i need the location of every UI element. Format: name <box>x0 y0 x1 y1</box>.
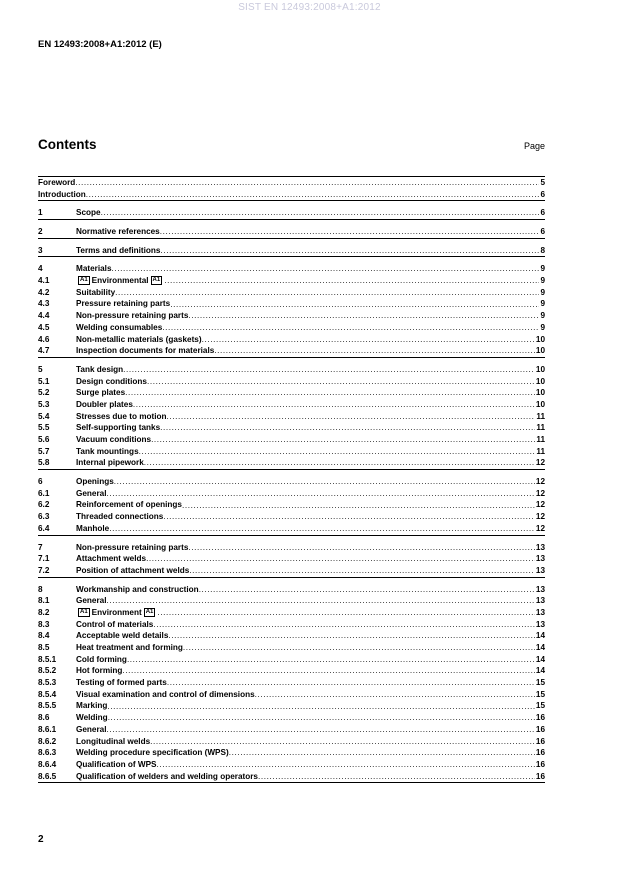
toc-entry[interactable] <box>38 665 545 677</box>
toc-entry-number: 8.5 <box>38 643 50 653</box>
toc-body <box>38 177 545 783</box>
toc-leader-dots <box>229 747 535 759</box>
toc-leader-dots <box>108 712 535 724</box>
toc-entry[interactable] <box>38 322 545 334</box>
toc-entry-number: 4 <box>38 264 43 274</box>
toc-entry-page: 16 <box>535 771 545 781</box>
toc-entry-number: 8.4 <box>38 631 50 641</box>
toc-entry-number: 5.1 <box>38 376 50 386</box>
toc-leader-dots <box>157 759 535 771</box>
toc-entry-number: 4.6 <box>38 334 50 344</box>
toc-entry-title: Introduction <box>38 189 86 199</box>
toc-entry-title: Scope <box>76 208 101 218</box>
toc-entry[interactable] <box>38 422 545 434</box>
toc-entry-title: Foreword <box>38 177 76 187</box>
toc-leader-dots <box>127 654 535 666</box>
toc-entry-page: 14 <box>535 643 545 653</box>
toc-entry-page: 6 <box>540 227 545 237</box>
toc-entry-number: 1 <box>38 208 43 218</box>
toc-entry-page: 13 <box>535 619 545 629</box>
toc-entry-page: 13 <box>535 584 545 594</box>
toc-entry[interactable] <box>38 411 545 423</box>
amendment-start-mark: A1 <box>80 609 88 616</box>
toc-leader-dots <box>153 619 535 631</box>
toc-entry[interactable] <box>38 630 545 642</box>
toc-entry[interactable] <box>38 387 545 399</box>
toc-entry-title: Design conditions <box>76 376 147 386</box>
toc-entry[interactable] <box>38 376 545 388</box>
toc-entry-number: 8.5.1 <box>38 654 57 664</box>
toc-entry-title: Inspection documents for materials <box>76 346 215 356</box>
toc-leader-dots <box>125 387 535 399</box>
toc-entry-number: 8.6.5 <box>38 771 57 781</box>
toc-entry-title: Acceptable weld details <box>76 631 169 641</box>
toc-entry-title: Visual examination and control of dimensions <box>76 689 255 699</box>
toc-leader-dots <box>107 595 535 607</box>
toc-entry-number: 5.4 <box>38 411 50 421</box>
toc-leader-dots <box>188 542 535 554</box>
document-id: EN 12493:2008+A1:2012 (E) <box>38 39 162 50</box>
toc-group <box>38 177 545 201</box>
toc-group <box>38 578 545 784</box>
toc-entry-page: 13 <box>535 596 545 606</box>
toc-entry-page: 10 <box>535 388 545 398</box>
toc-entry-title: Longitudinal welds <box>76 736 151 746</box>
toc-entry-page: 15 <box>535 701 545 711</box>
toc-leader-dots <box>182 500 535 512</box>
toc-group <box>38 358 545 470</box>
toc-entry-title-text: Environmental <box>91 276 149 286</box>
toc-entry-title: General <box>76 488 107 498</box>
toc-entry-title: Non-pressure retaining parts <box>76 542 189 552</box>
toc-entry[interactable] <box>38 226 545 238</box>
toc-entry-page: 11 <box>536 435 545 445</box>
toc-entry[interactable] <box>38 287 545 299</box>
toc-entry-title: Self-supporting tanks <box>76 423 161 433</box>
toc-leader-dots <box>86 189 540 201</box>
toc-entry-number: 4.1 <box>38 276 50 286</box>
toc-leader-dots <box>133 399 535 411</box>
toc-leader-dots <box>258 771 535 783</box>
toc-entry-title: Non-metallic materials (gaskets) <box>76 334 202 344</box>
toc-entry[interactable] <box>38 446 545 458</box>
toc-entry-number: 5.7 <box>38 446 50 456</box>
toc-leader-dots <box>170 299 539 311</box>
toc-leader-dots <box>163 511 535 523</box>
toc-entry-page: 14 <box>535 654 545 664</box>
toc-entry-page: 11 <box>536 411 545 421</box>
toc-entry[interactable] <box>38 553 545 565</box>
toc-entry-page: 6 <box>540 208 545 218</box>
toc-leader-dots <box>107 701 534 713</box>
toc-entry-title: Qualification of welders and welding operators <box>76 771 258 781</box>
toc-entry[interactable] <box>38 724 545 736</box>
toc-entry-title: Surge plates <box>76 388 126 398</box>
toc-entry[interactable] <box>38 642 545 654</box>
toc-group-rule <box>38 782 545 783</box>
toc-entry-title: Terms and definitions <box>76 245 161 255</box>
toc-entry[interactable] <box>38 500 545 512</box>
toc-entry-page: 16 <box>535 759 545 769</box>
toc-entry-title: Manhole <box>76 523 110 533</box>
toc-entry-page: 10 <box>535 334 545 344</box>
toc-leader-dots <box>109 523 535 535</box>
toc-entry-number: 8.6 <box>38 713 50 723</box>
toc-entry-title: Materials <box>76 264 112 274</box>
toc-entry-number: 6.3 <box>38 512 50 522</box>
toc-entry[interactable] <box>38 263 545 275</box>
amendment-end-mark: A1 <box>145 609 154 616</box>
toc-entry[interactable] <box>38 523 545 535</box>
toc-entry-number: 6.2 <box>38 500 50 510</box>
toc-leader-dots <box>107 724 535 736</box>
toc-leader-dots <box>167 411 536 423</box>
toc-entry-number: 8.5.5 <box>38 701 57 711</box>
toc-entry[interactable] <box>38 488 545 500</box>
toc-entry-title: Welding procedure specification (WPS) <box>76 748 229 758</box>
toc-group <box>38 536 545 578</box>
toc-entry-title-text: Environment <box>91 607 142 617</box>
toc-entry-page: 9 <box>540 311 545 321</box>
toc-leader-dots <box>255 689 535 701</box>
toc-group <box>38 257 545 358</box>
toc-leader-dots <box>114 476 535 488</box>
toc-entry[interactable] <box>38 511 545 523</box>
toc-entry-page: 11 <box>536 446 545 456</box>
toc-entry-number: 5 <box>38 364 43 374</box>
toc-entry-number: 5.8 <box>38 458 50 468</box>
toc-entry-page: 11 <box>536 423 545 433</box>
toc-entry-title <box>76 275 164 287</box>
toc-entry[interactable] <box>38 299 545 311</box>
toc-entry[interactable] <box>38 364 545 376</box>
toc-entry-title: Welding <box>76 713 108 723</box>
page-column-label: Page <box>523 141 545 151</box>
toc-entry-title: Openings <box>76 477 114 487</box>
toc-entry-title: Heat treatment and forming <box>76 643 183 653</box>
toc-entry-page: 12 <box>535 477 545 487</box>
toc-leader-dots <box>75 177 539 189</box>
toc-entry-page: 10 <box>535 399 545 409</box>
toc-entry-title <box>76 607 157 619</box>
toc-entry-title: General <box>76 596 107 606</box>
toc-entry[interactable] <box>38 565 545 577</box>
toc-entry-number: 4.4 <box>38 311 50 321</box>
toc-entry[interactable] <box>38 607 545 619</box>
toc-entry-number: 8.3 <box>38 619 50 629</box>
toc-entry[interactable] <box>38 399 545 411</box>
toc-entry-number: 7.2 <box>38 565 50 575</box>
toc-leader-dots <box>199 584 535 596</box>
table-of-contents <box>38 176 545 783</box>
toc-entry-title: Internal pipework <box>76 458 144 468</box>
toc-leader-dots <box>146 553 535 565</box>
toc-entry[interactable] <box>38 584 545 596</box>
toc-leader-dots <box>202 334 535 346</box>
toc-entry-number: 4.3 <box>38 299 50 309</box>
toc-entry-number: 8.6.3 <box>38 748 57 758</box>
toc-entry-page: 9 <box>540 287 545 297</box>
toc-entry-title: Pressure retaining parts <box>76 299 171 309</box>
toc-entry[interactable] <box>38 712 545 724</box>
toc-entry[interactable] <box>38 654 545 666</box>
toc-entry-title: Vacuum conditions <box>76 435 152 445</box>
toc-entry-page: 16 <box>535 748 545 758</box>
toc-entry-number: 5.5 <box>38 423 50 433</box>
toc-entry-number: 8.5.2 <box>38 666 57 676</box>
toc-leader-dots <box>139 446 536 458</box>
toc-entry-page: 12 <box>535 458 545 468</box>
toc-leader-dots <box>164 275 539 287</box>
toc-entry-page: 12 <box>535 512 545 522</box>
toc-entry-title: Suitability <box>76 287 116 297</box>
toc-entry-title: Workmanship and construction <box>76 584 199 594</box>
toc-entry[interactable] <box>38 747 545 759</box>
toc-entry[interactable] <box>38 689 545 701</box>
toc-entry-page: 9 <box>540 264 545 274</box>
toc-entry-title: Cold forming <box>76 654 127 664</box>
toc-entry-title: Normative references <box>76 227 160 237</box>
toc-leader-dots <box>147 376 535 388</box>
toc-entry-number: 5.3 <box>38 399 50 409</box>
toc-entry[interactable] <box>38 334 545 346</box>
toc-entry-title: Reinforcement of openings <box>76 500 182 510</box>
toc-entry[interactable] <box>38 245 545 257</box>
toc-entry-page: 9 <box>540 276 545 286</box>
toc-entry-number: 8.5.3 <box>38 678 57 688</box>
toc-leader-dots <box>144 457 535 469</box>
toc-entry-title: Doubler plates <box>76 399 133 409</box>
toc-entry-title: Position of attachment welds <box>76 565 190 575</box>
toc-entry-page: 12 <box>535 488 545 498</box>
toc-entry-page: 15 <box>535 678 545 688</box>
toc-entry[interactable] <box>38 759 545 771</box>
toc-entry-title: Marking <box>76 701 108 711</box>
toc-leader-dots <box>167 677 535 689</box>
toc-entry[interactable] <box>38 736 545 748</box>
toc-leader-dots <box>160 422 535 434</box>
amendment-start-mark: A1 <box>80 277 88 284</box>
toc-entry-number: 5.6 <box>38 435 50 445</box>
toc-entry-title: Welding consumables <box>76 322 163 332</box>
toc-entry-page: 6 <box>540 189 545 199</box>
toc-group <box>38 470 545 535</box>
page-title: Contents <box>38 137 97 152</box>
toc-entry[interactable] <box>38 345 545 357</box>
toc-entry[interactable] <box>38 542 545 554</box>
toc-entry-page: 16 <box>535 724 545 734</box>
toc-entry-number: 4.7 <box>38 346 50 356</box>
toc-entry-page: 8 <box>540 245 545 255</box>
toc-entry-number: 2 <box>38 227 43 237</box>
toc-entry-page: 15 <box>535 689 545 699</box>
footer-page-number: 2 <box>38 834 44 845</box>
toc-entry-title: Qualification of WPS <box>76 759 157 769</box>
toc-entry[interactable] <box>38 207 545 219</box>
toc-entry[interactable] <box>38 189 545 201</box>
toc-entry-title: Threaded connections <box>76 512 164 522</box>
toc-entry-number: 4.5 <box>38 322 50 332</box>
toc-entry-title: General <box>76 724 107 734</box>
toc-entry-title: Stresses due to motion <box>76 411 167 421</box>
toc-entry-page: 10 <box>535 376 545 386</box>
toc-entry-title: Non-pressure retaining parts <box>76 311 189 321</box>
toc-entry-page: 13 <box>535 542 545 552</box>
toc-leader-dots <box>188 310 539 322</box>
toc-entry[interactable] <box>38 595 545 607</box>
toc-entry[interactable] <box>38 310 545 322</box>
toc-entry-page: 14 <box>535 631 545 641</box>
toc-leader-dots <box>214 345 535 357</box>
toc-entry-number: 8.6.2 <box>38 736 57 746</box>
toc-entry-number: 7 <box>38 542 43 552</box>
toc-entry-page: 16 <box>535 713 545 723</box>
toc-leader-dots <box>183 642 535 654</box>
toc-group <box>38 220 545 239</box>
toc-entry-page: 12 <box>535 523 545 533</box>
toc-entry-page: 5 <box>540 177 545 187</box>
toc-entry-page: 16 <box>535 736 545 746</box>
toc-entry-number: 8 <box>38 584 43 594</box>
toc-leader-dots <box>157 607 535 619</box>
toc-entry-page: 14 <box>535 666 545 676</box>
toc-leader-dots <box>122 665 535 677</box>
toc-entry-number: 6.4 <box>38 523 50 533</box>
toc-entry-number: 8.6.1 <box>38 724 57 734</box>
toc-group <box>38 239 545 258</box>
toc-entry[interactable] <box>38 619 545 631</box>
amendment-end-mark: A1 <box>152 277 161 284</box>
toc-leader-dots <box>107 488 535 500</box>
toc-entry-number: 5.2 <box>38 388 50 398</box>
toc-leader-dots <box>162 322 539 334</box>
toc-entry[interactable] <box>38 275 545 287</box>
toc-entry-page: 13 <box>535 607 545 617</box>
toc-entry-title: Hot forming <box>76 666 123 676</box>
toc-entry-title: Tank mountings <box>76 446 139 456</box>
toc-leader-dots <box>160 226 540 238</box>
toc-entry-page: 9 <box>540 299 545 309</box>
toc-entry-number: 6 <box>38 477 43 487</box>
toc-entry-title: Attachment welds <box>76 554 147 564</box>
toc-entry[interactable] <box>38 177 545 189</box>
toc-entry-number: 8.2 <box>38 607 50 617</box>
toc-entry-page: 12 <box>535 500 545 510</box>
toc-entry-number: 4.2 <box>38 287 50 297</box>
toc-entry-number: 8.5.4 <box>38 689 57 699</box>
toc-entry-page: 10 <box>535 346 545 356</box>
toc-leader-dots <box>168 630 535 642</box>
watermark: SIST EN 12493:2008+A1:2012 <box>238 2 381 13</box>
toc-entry-title: Control of materials <box>76 619 154 629</box>
toc-entry-page: 9 <box>540 322 545 332</box>
toc-entry[interactable] <box>38 457 545 469</box>
toc-entry[interactable] <box>38 677 545 689</box>
toc-entry-title: Tank design <box>76 364 124 374</box>
toc-group <box>38 201 545 220</box>
toc-leader-dots <box>150 736 535 748</box>
toc-entry-number: 7.1 <box>38 554 50 564</box>
toc-entry-number: 3 <box>38 245 43 255</box>
toc-leader-dots <box>160 245 539 257</box>
toc-leader-dots <box>101 207 540 219</box>
toc-leader-dots <box>115 287 539 299</box>
toc-entry-title: Testing of formed parts <box>76 678 167 688</box>
toc-leader-dots <box>151 434 535 446</box>
toc-entry-page: 13 <box>535 554 545 564</box>
toc-entry[interactable] <box>38 434 545 446</box>
toc-leader-dots <box>123 364 535 376</box>
toc-entry[interactable] <box>38 701 545 713</box>
toc-entry-page: 13 <box>535 565 545 575</box>
toc-leader-dots <box>112 263 540 275</box>
toc-entry-page: 10 <box>535 364 545 374</box>
toc-entry-number: 6.1 <box>38 488 50 498</box>
toc-entry[interactable] <box>38 771 545 783</box>
toc-leader-dots <box>189 565 535 577</box>
toc-entry-number: 8.1 <box>38 596 50 606</box>
toc-entry[interactable] <box>38 476 545 488</box>
toc-entry-number: 8.6.4 <box>38 759 57 769</box>
